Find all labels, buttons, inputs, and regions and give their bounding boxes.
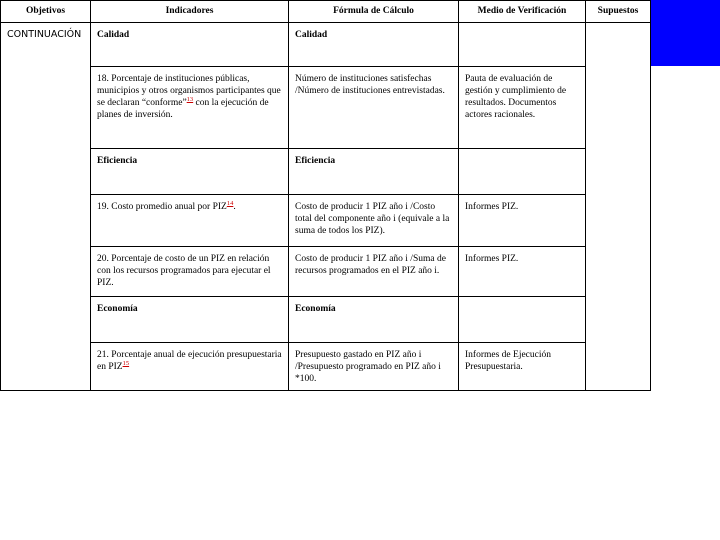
formula-text: Costo de producir 1 PIZ año i /Suma de recursos programados en el PIZ año i. bbox=[295, 254, 446, 276]
indicator-cell bbox=[91, 23, 289, 67]
section-label-calidad-formula: Calidad bbox=[295, 30, 328, 40]
table-row bbox=[1, 23, 651, 67]
header-formula: Fórmula de Cálculo bbox=[289, 1, 459, 23]
table-row bbox=[1, 149, 651, 195]
indicator-text: 19. Costo promedio anual por PIZ bbox=[97, 202, 227, 212]
section-label-calidad: Calidad bbox=[97, 30, 130, 40]
formula-cell bbox=[289, 67, 459, 149]
header-indicadores: Indicadores bbox=[91, 1, 289, 23]
header-medio-verificacion: Medio de Verificación bbox=[459, 1, 586, 23]
formula-text: Presupuesto gastado en PIZ año i /Presupuesto programado en PIZ año i *100. bbox=[295, 350, 441, 384]
footnote-ref[interactable]: 13 bbox=[186, 95, 194, 103]
indicator-text: 20. Porcentaje de costo de un PIZ en relación con los recursos programados para ejecutar el PIZ. bbox=[97, 254, 271, 288]
formula-cell bbox=[289, 247, 459, 297]
objective-text: CONTINUACIÓN bbox=[7, 29, 82, 40]
table-row bbox=[1, 67, 651, 149]
medio-cell bbox=[459, 297, 586, 343]
indicator-text: 18. Porcentaje de instituciones públicas, municipios y otros organismos participantes que se declaran “conforme” bbox=[97, 74, 281, 108]
formula-cell bbox=[289, 343, 459, 391]
medio-cell bbox=[459, 23, 586, 67]
table-row bbox=[1, 343, 651, 391]
formula-text: Número de instituciones satisfechas /Número de instituciones entrevistadas. bbox=[295, 74, 445, 96]
medio-text: Informes de Ejecución Presupuestaria. bbox=[465, 350, 551, 372]
formula-text: Costo de producir 1 PIZ año i /Costo total del componente año i (equivale a la suma de todos los PIZ). bbox=[295, 202, 450, 236]
medio-text: Informes PIZ. bbox=[465, 254, 519, 264]
medio-cell bbox=[459, 149, 586, 195]
footnote-ref[interactable]: 14 bbox=[226, 199, 234, 207]
indicator-tail: . bbox=[233, 202, 236, 212]
formula-cell bbox=[289, 195, 459, 247]
section-label-eficiencia: Eficiencia bbox=[97, 156, 138, 166]
indicator-cell bbox=[91, 247, 289, 297]
formula-cell bbox=[289, 23, 459, 67]
medio-cell bbox=[459, 195, 586, 247]
medio-cell bbox=[459, 247, 586, 297]
indicator-cell bbox=[91, 195, 289, 247]
indicator-cell bbox=[91, 297, 289, 343]
indicator-tail: con la ejecución de planes de inversión. bbox=[97, 98, 269, 120]
section-label-eficiencia-formula: Eficiencia bbox=[295, 156, 336, 166]
medio-cell bbox=[459, 343, 586, 391]
section-label-economia: Economía bbox=[97, 304, 138, 314]
blue-corner-block bbox=[650, 0, 720, 66]
table-row bbox=[1, 247, 651, 297]
medio-cell bbox=[459, 67, 586, 149]
supuestos-cell bbox=[586, 23, 651, 391]
section-label-economia-formula: Economía bbox=[295, 304, 336, 314]
table-row bbox=[1, 297, 651, 343]
header-row bbox=[1, 1, 651, 23]
table-row bbox=[1, 195, 651, 247]
formula-cell bbox=[289, 149, 459, 195]
indicator-cell bbox=[91, 343, 289, 391]
indicator-text: 21. Porcentaje anual de ejecución presupuestaria en PIZ bbox=[97, 350, 282, 372]
medio-text: Informes PIZ. bbox=[465, 202, 519, 212]
indicator-cell bbox=[91, 67, 289, 149]
medio-text: Pauta de evaluación de gestión y cumplimiento de resultados. Documentos actores racionales. bbox=[465, 74, 567, 120]
formula-cell bbox=[289, 297, 459, 343]
footnote-ref[interactable]: 15 bbox=[122, 359, 130, 367]
indicator-cell bbox=[91, 149, 289, 195]
header-objetivos: Objetivos bbox=[1, 1, 91, 23]
header-supuestos: Supuestos bbox=[586, 1, 651, 23]
objective-cell bbox=[1, 23, 91, 391]
